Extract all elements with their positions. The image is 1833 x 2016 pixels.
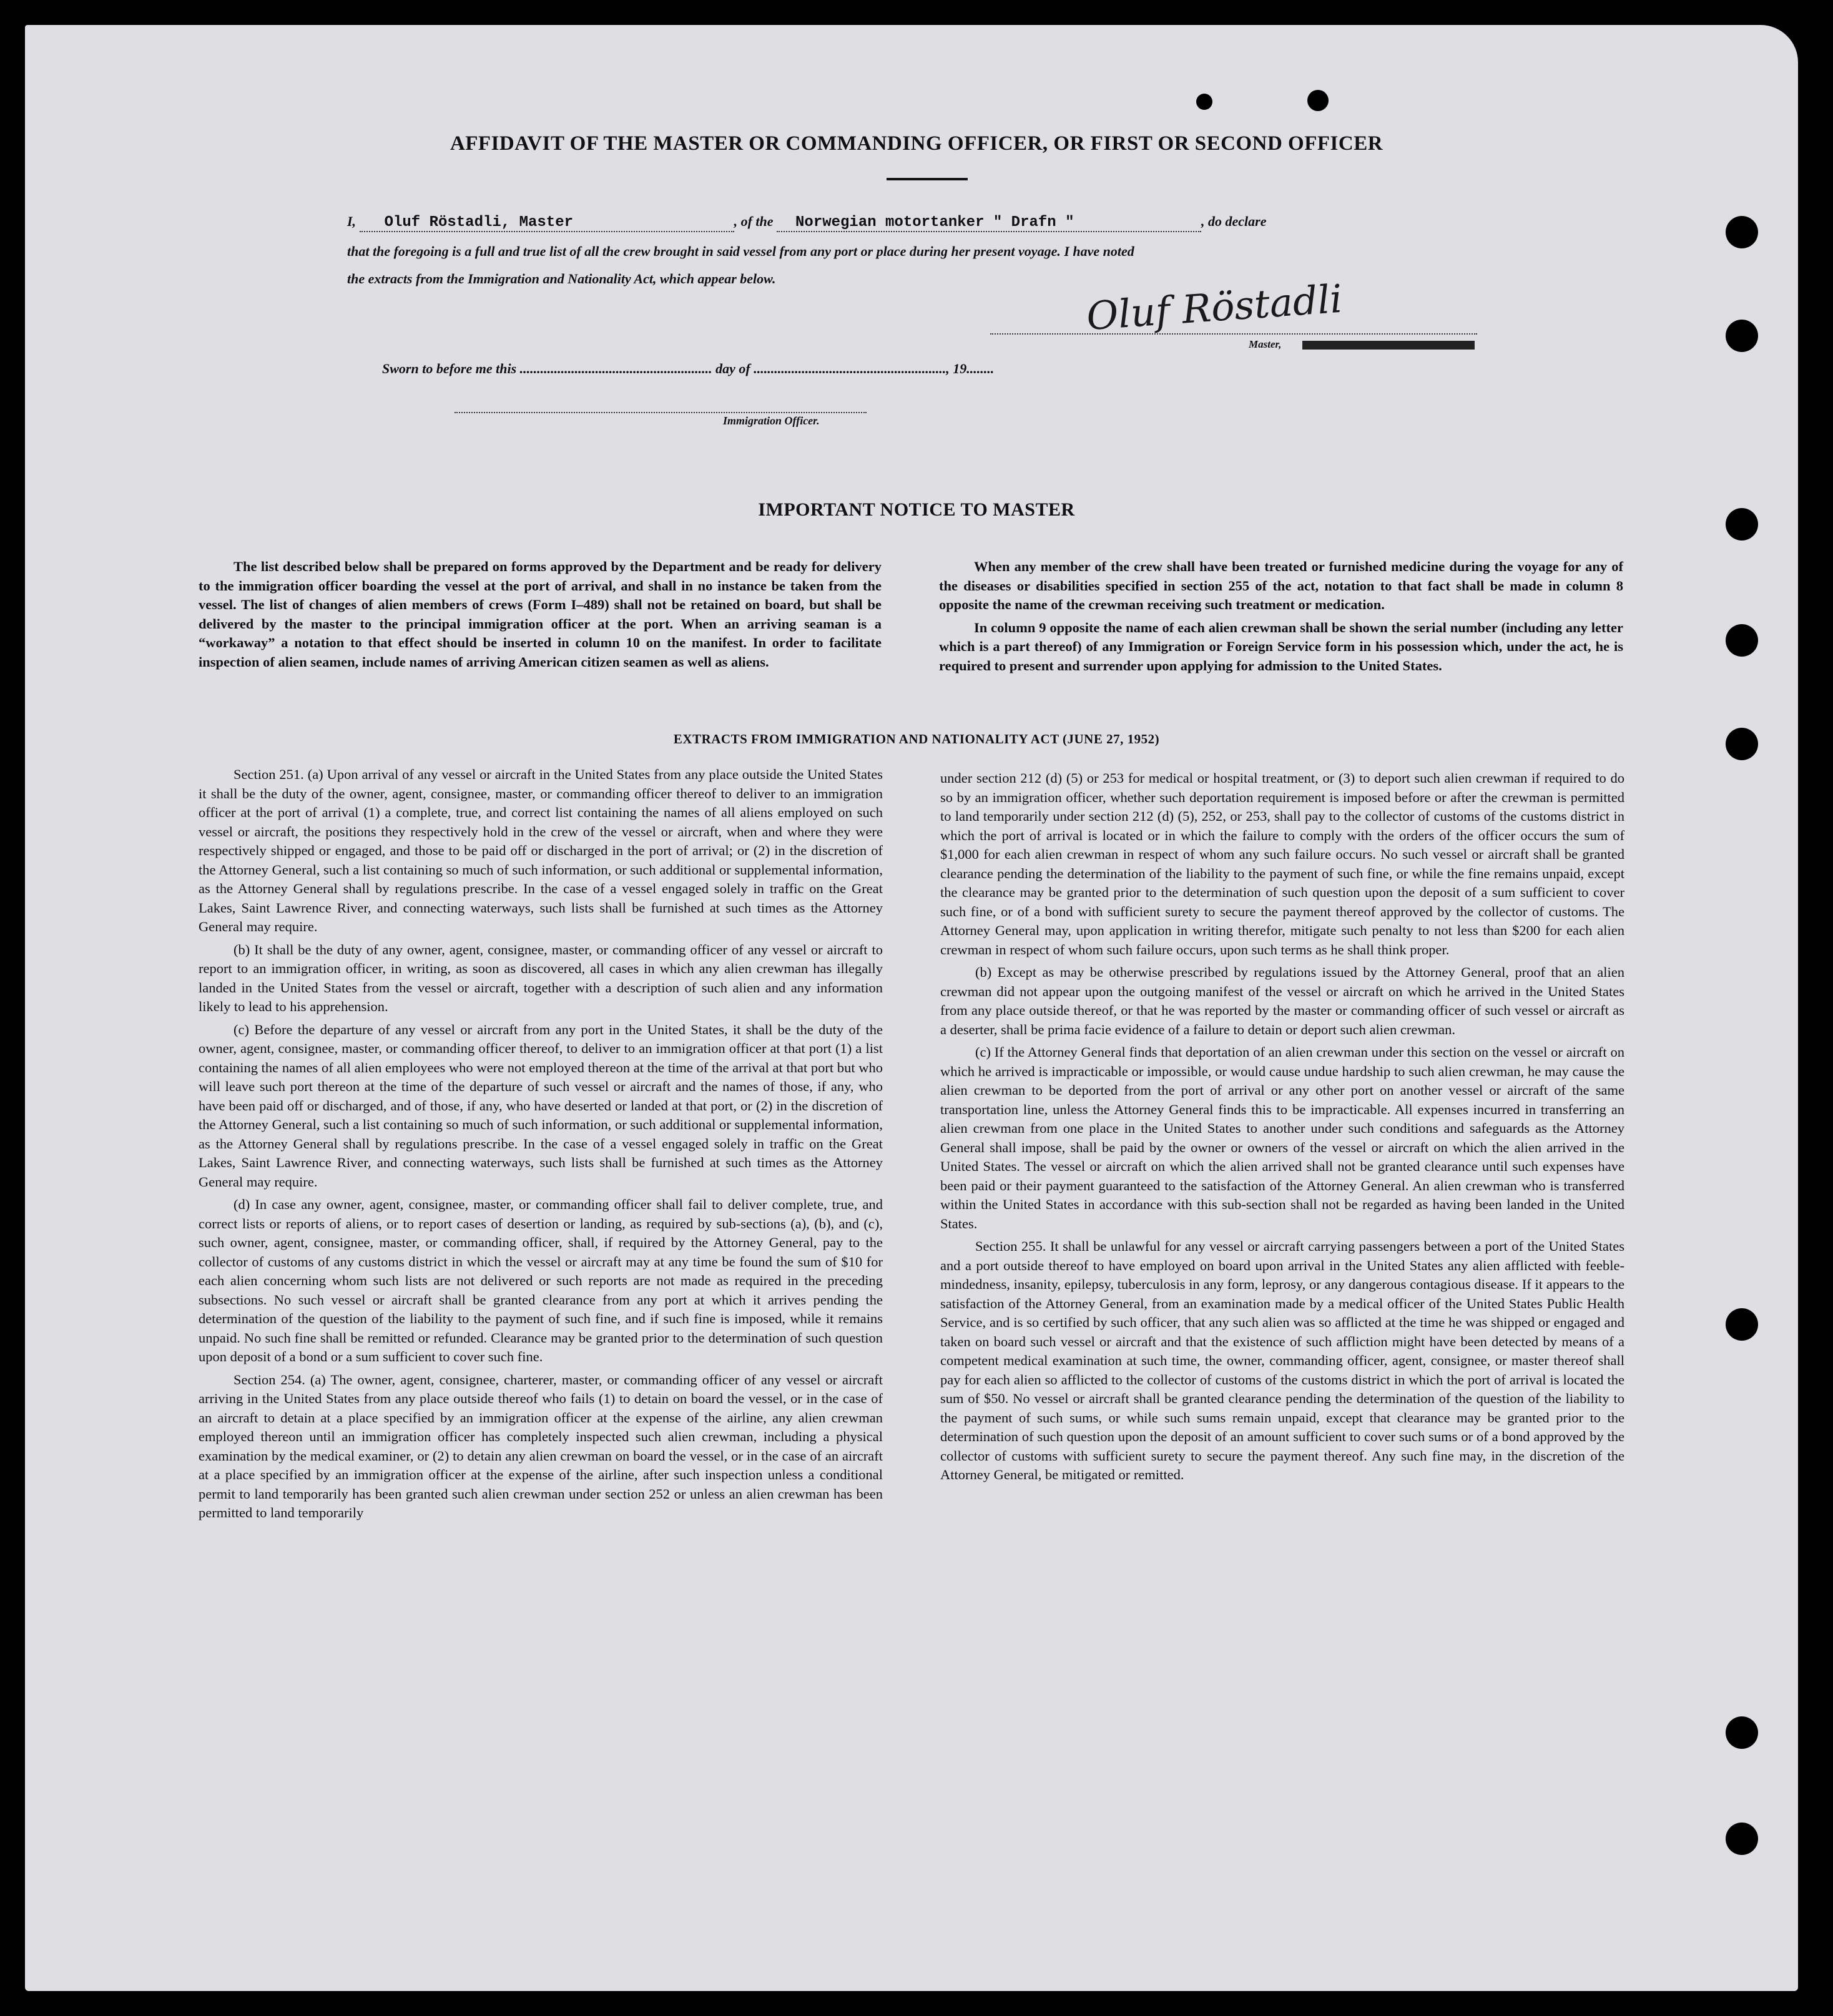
punch-mark — [1196, 94, 1212, 110]
struck-out-text — [1302, 341, 1475, 350]
notice-paragraph: When any member of the crew shall have been treated or furnished medicine during the voyage for any of the diseases or disabilities specified in section 255 of the act, notation to that fact shall be made in column 8 opposite the name of the crewman receiving such treatment or medication. — [939, 559, 1623, 612]
notice-right-column — [939, 557, 1623, 675]
section-254-c: (c) If the Attorney General finds that deportation of an alien crewman under this section on the vessel or aircraft on which he arrived is impracticable or impossible, or would cause undue hardship to such alien crewman, he may cause the alien crewman to be deported from the port of arrival or any other port on another vessel or aircraft of the same transportation line, unless the Attorney General finds this to be impracticable. All expenses incurred in transferring an alien crewman from one place in the United States to another under such conditions and safeguards as the Attorney General shall impose, shall be paid by the owner or owners of the vessel or aircraft on which the alien arrived in the United States. The vessel or aircraft on which the alien arrived shall not be granted clearance until such expenses have been paid or their payment guaranteed to the satisfaction of the Attorney General. An alien crewman who is transferred within the United States in accordance with this sub-section shall not be regarded as having been landed in the United States. — [940, 1044, 1624, 1231]
master-name-field: Oluf Röstadli, Master — [360, 214, 734, 232]
title-divider — [887, 178, 968, 180]
binder-hole — [1726, 624, 1758, 657]
section-251-d: (d) In case any owner, agent, consignee, master, or commanding officer shall fail to deliver complete, true, and correct lists or reports of aliens, or to report cases of desertion or landing, as required by sub-sections (a), (b), and (c), such owner, agent, consignee, master, or commanding officer, shall, if required by the Attorney General, pay to the collector of customs of any customs district in which the vessel or aircraft may at any time be found the sum of $10 for each alien concerning whom such lists are not delivered or such reports are not made as required in the preceding subsections. No such vessel or aircraft shall be granted clearance from any port at which it arrives pending the determination of the question of the liability to the payment of such fine, and if such fine is imposed, while it remains unpaid. No such fine shall be remitted or refunded. Clearance may be granted prior to the determination of such question upon deposit of a bond or a sum sufficient to cover such fine. — [199, 1196, 883, 1364]
notice-title: IMPORTANT NOTICE TO MASTER — [758, 499, 1075, 520]
extracts-right-column — [940, 769, 1624, 1485]
binder-hole — [1726, 1716, 1758, 1749]
section-251-a: Section 251. (a) Upon arrival of any vessel or aircraft in the United States from any place outside the United States it shall be the duty of the owner, agent, consignee, master, or commanding officer thereof to deliver to an immigration officer at the port of arrival (1) a complete, true, and correct list containing the names of all aliens employed on such vessel or aircraft, the positions they respectively hold in the crew of the vessel or aircraft, when and where they were respectively shipped or engaged, and those to be paid off or discharged in the port of arrival; or (2) in the discretion of the Attorney General, such a list containing so much of such information, or such additional or supplemental information, as the Attorney General shall by regulations prescribe. In the case of a vessel engaged solely in traffic on the Great Lakes, Saint Lawrence River, and connecting waterways, such lists shall be furnished at such times as the Attorney General may require. — [199, 766, 883, 934]
vessel-name-field: Norwegian motortanker " Drafn " — [777, 214, 1201, 232]
binder-hole — [1726, 1308, 1758, 1341]
section-255: Section 255. It shall be unlawful for any vessel or aircraft carrying passengers between a port of the United States and a port outside thereof to have employed on board upon arrival in the United States any alien afflicted with feeble-mindedness, insanity, epilepsy, tuberculosis in any form, leprosy, or any dangerous contagious disease. If it appears to the satisfaction of the Attorney General, from an examination made by a medical officer of the United States Public Health Service, and is so certified by such officer, that any such alien was so afflicted at the time he was shipped or engaged and taken on board such vessel or aircraft and that the existence of such affliction might have been detected by means of a competent medical examination at such time, the owner, commanding officer, agent, consignee, or master thereof shall pay for each alien so afflicted to the collector of customs of the customs district in which the port of arrival is located the sum of $50. No vessel or aircraft shall be granted clearance pending the determination of the question of the liability to the payment of such sums, or while such sums remain unpaid, except that clearance may be granted prior to the determination of such question upon the deposit of an amount sufficient to cover such sums or of a bond approved by the collector of customs with sufficient surety to secure the payment thereof. Any such fine may, in the discretion of the Attorney General, be mitigated or remitted. — [940, 1238, 1624, 1482]
section-254-a-continued: under section 212 (d) (5) or 253 for medical or hospital treatment, or (3) to deport such alien crewman if required to do so by an immigration officer, whether such deportation requirement is imposed before or after the crewman is permitted to land temporarily under section 212 (d) (5), 252, or 253, shall pay to the collector of customs of the customs district in which the port of arrival is located or in which the failure to comply with the orders of the officer occurs the sum of $1,000 for each alien crewman in respect of whom any such failure occurs. No such vessel or aircraft shall be granted clearance pending the determination of the liability to the payment of such fine, or while the fine remains unpaid, except the clearance may be granted prior to the determination of such question upon the deposit of a sum sufficient to cover such fine, or of a bond with sufficient surety to secure the payment thereof approved by the collector of customs. The Attorney General may, upon application in writing therefor, mitigate such penalty to not less than $200 for each alien crewman in respect of whom such failure occurs, upon such terms as he shall think proper. — [940, 770, 1624, 957]
binder-hole — [1726, 1823, 1758, 1855]
notice-paragraph: The list described below shall be prepared on forms approved by the Department and be ready for delivery to the immigration officer boarding the vessel at the port of arrival, and shall in no instance be taken from the vessel. The list of changes of alien members of crews (Form I–489) shall not be retained on board, but shall be delivered by the master to the principal immigration officer at the port. When an arriving seaman is a “workaway” a notation to that effect should be inserted in column 10 on the manifest. In order to facilitate inspection of alien seamen, include names of arriving American citizen seamen as well as aliens. — [199, 559, 882, 670]
officer-signature-line — [455, 412, 867, 413]
master-label: Master, — [1249, 338, 1282, 350]
signature-line — [990, 333, 1477, 335]
declaration-line-3: the extracts from the Immigration and Nationality Act, which appear below. — [347, 271, 776, 286]
section-251-c: (c) Before the departure of any vessel or aircraft from any port in the United States, it shall be the duty of the owner, agent, consignee, master, or commanding officer thereof, to deliver to an immigration officer at that port (1) a list containing the names of all alien employees who were not employed thereon at the time of the arrival at that port but who will leave such port thereon at the time of the departure of such vessel or aircraft and the names of those, if any, who have been paid off or discharged, and of those, if any, who have deserted or landed at that port, or (2) in the discretion of the Attorney General, such a list containing so much of such information, or such additional or supplemental information, as the Attorney General shall by regulations prescribe. In the case of a vessel engaged solely in traffic on the Great Lakes, Saint Lawrence River, and connecting waterways, such lists shall be furnished at such times as the Attorney General may require. — [199, 1021, 883, 1190]
extracts-left-column — [199, 765, 883, 1523]
notice-paragraph: In column 9 opposite the name of each alien crewman shall be shown the serial number (including any letter which is a part thereof) of any Immigration or Foreign Service form in his possession which, under the act, he is required to present and surrender upon applying for admission to the United States. — [939, 619, 1623, 673]
section-254-b: (b) Except as may be otherwise prescribed by regulations issued by the Attorney General, proof that an alien crewman did not appear upon the outgoing manifest of the vessel or aircraft on which he arrived in the United States from any place outside thereof, or that he was reported by the master or commanding officer of such vessel or aircraft as a deserter, shall be prima facie evidence of a failure to detain or deport such alien crewman. — [940, 964, 1624, 1037]
master-signature: Oluf Röstadli — [1084, 275, 1344, 340]
affidavit-title: AFFIDAVIT OF THE MASTER OR COMMANDING OFFICER, OR FIRST OR SECOND OFFICER — [450, 132, 1383, 155]
immigration-officer-label: Immigration Officer. — [723, 414, 820, 427]
sworn-line: Sworn to before me this ........................................................ day of ........................................................, 19........ — [382, 361, 995, 376]
binder-hole — [1726, 216, 1758, 248]
binder-hole — [1726, 320, 1758, 352]
declaration-line-1: I, Oluf Röstadli, Master , of the Norwegian motortanker " Drafn " , do declare — [347, 213, 1267, 231]
section-251-b: (b) It shall be the duty of any owner, agent, consignee, master, or commanding officer of any vessel or aircraft to report to an immigration officer, in writing, as soon as discovered, all cases in which any alien crewman has illegally landed in the United States from the vessel or aircraft, together with a description of such alien and any information likely to lead to his apprehension. — [199, 941, 883, 1014]
section-254-a: Section 254. (a) The owner, agent, consignee, charterer, master, or commanding officer of any vessel or aircraft arriving in the United States from any place outside thereof who fails (1) to detain on board the vessel, or in the case of an aircraft to detain at a place specified by an immigration officer at the expense of the airline, any alien crewman employed thereon until an immigration officer has completely inspected such alien crewman, including a physical examination by the medical examiner, or (2) to detain any alien crewman on board the vessel, or in the case of an aircraft at a place specified by an immigration officer at the expense of the airline, after such inspection unless a conditional permit to land temporarily has been granted such alien crewman under section 252 or unless an alien crewman has been permitted to land temporarily — [199, 1371, 883, 1520]
extracts-title: EXTRACTS FROM IMMIGRATION AND NATIONALITY ACT (JUNE 27, 1952) — [673, 732, 1160, 746]
punch-mark — [1307, 90, 1329, 111]
notice-left-column — [199, 557, 882, 672]
declaration-line-2: that the foregoing is a full and true list of all the crew brought in said vessel from any port or place during her present voyage. I have noted — [347, 243, 1134, 259]
